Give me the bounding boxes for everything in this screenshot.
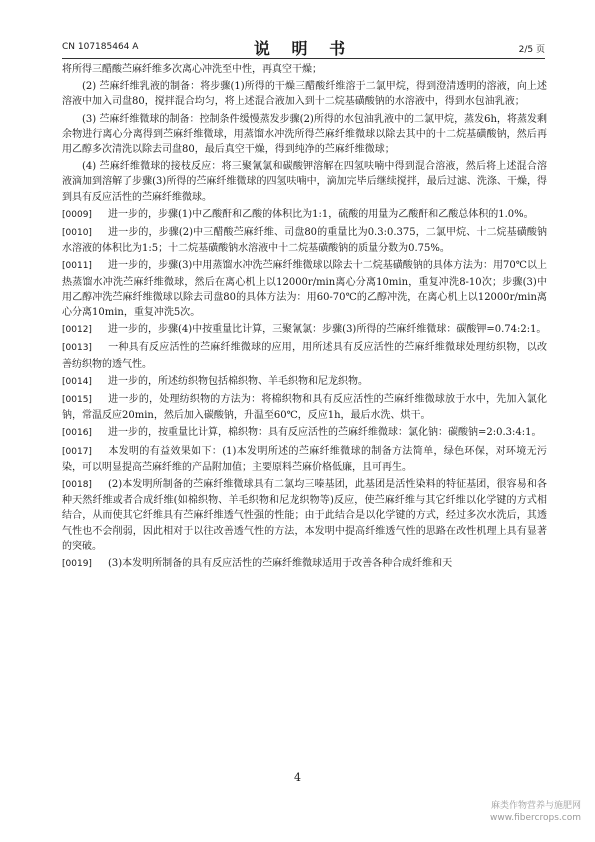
paragraph-number: [0016]	[62, 428, 92, 439]
paragraph: [0009] 进一步的，步骤(1)中乙酸酐和乙酸的体积比为1:1，硫酸的用量为乙酸酐和乙酸总体积的1.0%。	[62, 207, 547, 223]
paragraph: (4) 苎麻纤维微球的接枝反应：将三聚氰氯和碳酸钾溶解在四氢呋喃中得到混合溶液，然后将上述混合溶液滴加到溶解了步骤(3)所得的苎麻纤维微球的四氢呋喃中，滴加完毕后继续搅拌，最后过滤、洗涤、干燥，得到具有反应活性的苎麻纤维微球。	[62, 161, 547, 203]
paragraph: 将所得三醋酸苎麻纤维多次离心冲洗至中性，再真空干燥；	[62, 64, 322, 75]
paragraph: [0017] 本发明的有益效果如下：(1)本发明所述的苎麻纤维微球的制备方法简单，绿色环保，对环境无污染，可以明显提高苎麻纤维的产品附加值；主要原料苎麻价格低廉，且可再生。	[62, 445, 547, 473]
patent-number: CN 107185464 A	[62, 42, 139, 52]
paragraph: [0019] (3)本发明所制备的具有反应活性的苎麻纤维微球适用于改善各种合成纤维和天	[62, 556, 547, 572]
paragraph: [0015] 进一步的，处理纺织物的方法为：将棉织物和具有反应活性的苎麻纤维微球放于水中，先加入氯化钠，常温反应20min，然后加入碳酸钠，升温至60℃，反应1h，最后水洗、烘干。	[62, 394, 547, 422]
paragraph-number: [0012]	[62, 325, 92, 336]
document-title: 说 明 书	[253, 39, 354, 58]
paragraph: [0010] 进一步的，步骤(2)中三醋酸苎麻纤维、司盘80的重量比为0.3:0.375，二氯甲烷、十二烷基磺酸钠水溶液的体积比为1:5；十二烷基磺酸钠水溶液中十二烷基磺酸钠的质量分数为0.75%。	[62, 227, 547, 255]
paragraph: [0012] 进一步的，步骤(4)中按重量比计算，三聚氰氯：步骤(3)所得的苎麻纤维微球：碳酸钾=0.74:2:1。	[62, 322, 547, 338]
paragraph-number: [0013]	[62, 343, 92, 354]
paragraph-number: [0017]	[62, 446, 92, 457]
paragraph-number: [0011]	[62, 261, 92, 272]
paragraph-number: [0014]	[62, 376, 92, 387]
page-header	[62, 36, 545, 59]
watermark-site-name: 麻类作物营养与施肥网	[490, 801, 581, 811]
watermark-url: www.fibercrops.com	[490, 813, 581, 823]
paragraph: [0016] 进一步的，按重量比计算，棉织物：具有反应活性的苎麻纤维微球：氯化钠：碳酸钠=2:0.3:4:1。	[62, 425, 547, 441]
paragraph-number: [0009]	[62, 209, 92, 220]
paragraph-number: [0010]	[62, 228, 92, 239]
paragraph: (2) 苎麻纤维乳液的制备：将步骤(1)所得的干燥三醋酸纤维溶于二氯甲烷，得到澄清透明的溶液，向上述溶液中加入司盘80，搅拌混合均匀，将上述混合液加入到十二烷基磺酸钠的水溶液中，得到水包油乳液；	[62, 81, 547, 108]
page-indicator: 2/5 页	[518, 45, 545, 55]
paragraph: [0018] (2)本发明所制备的苎麻纤维微球具有二氯均三嗪基团，此基团是活性染料的特征基团，很容易和各种天然纤维或者合成纤维(如棉织物、羊毛织物和尼龙织物等)反应，使苎麻纤维与其它纤维以化学键的方式相结合，从而使其它纤维具有苎麻纤维透气性强的性能；由于此结合是以化学键的方式，经过多次水洗后，其透气性也不会削弱，因此相对于以往改善透气性的方法，本发明中提高纤维透气性的思路在改性机理上具有显著的突破。	[62, 479, 547, 552]
paragraph: [0013] 一种具有反应活性的苎麻纤维微球的应用，用所述具有反应活性的苎麻纤维微球处理纺织物，以改善纺织物的透气性。	[62, 342, 547, 370]
document-body	[62, 62, 547, 574]
page-number: 4	[294, 771, 301, 784]
paragraph-number: [0019]	[62, 559, 92, 570]
paragraph: [0011] 进一步的，步骤(3)中用蒸馏水冲洗苎麻纤维微球以除去十二烷基磺酸钠的具体方法为：用70℃以上热蒸馏水冲洗苎麻纤维微球，然后在离心机上以12000r/min离心分离10min，重复冲洗8-10次；步骤(3)中用乙醇冲洗苎麻纤维微球以除去司盘80的具体方法为：用60-70℃的乙醇冲洗，在离心机上以12000r/min离心分离10min，重复冲洗5次。	[62, 260, 547, 319]
paragraph: (3) 苎麻纤维微球的制备：控制条件缓慢蒸发步骤(2)所得的水包油乳液中的二氯甲烷，蒸发6h，将蒸发剩余物进行离心分离得到苎麻纤维微球，用蒸馏水冲洗所得苎麻纤维微球以除去其中的十二烷基磺酸钠，然后再用乙醇多次清洗以除去司盘80，最后真空干燥，得到纯净的苎麻纤维微球；	[62, 113, 547, 156]
watermark	[490, 800, 581, 824]
paragraph-number: [0018]	[62, 480, 92, 491]
paragraph: [0014] 进一步的，所述纺织物包括棉织物、羊毛织物和尼龙织物。	[62, 374, 547, 390]
paragraph-number: [0015]	[62, 395, 92, 406]
